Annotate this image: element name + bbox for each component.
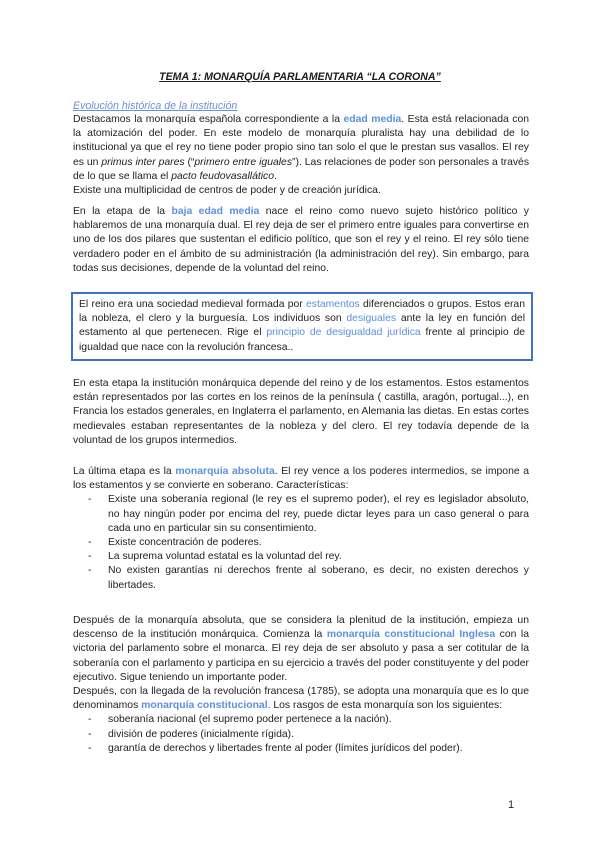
highlight-term: estamentos <box>306 299 360 310</box>
list-item: - La suprema voluntad estatal es la voluntad del rey. <box>88 551 342 563</box>
traits-list <box>73 713 529 756</box>
list-item: - Existe concentración de poderes. <box>88 537 262 549</box>
highlight-box: El reino era una sociedad medieval formada por estamentos diferenciados o grupos. Estos eran la nobleza, el clero y la burguesía. Los individuos son desiguales ante la ley en función del estamento al que pertenecen. Rige el principio de desigualdad jurídica frente al principio de igualdad que nace con la revolución francesa.. <box>71 292 533 361</box>
paragraph-baja-edad-media: En la etapa de la baja edad media nace el reino como nuevo sujeto histórico político y hablaremos de una monarquía dual. El rey deja de ser el primero entre iguales para convertirse en uno de los dos pilares que sustentan el edificio político, que son el rey y el reino. El rey sólo tiene verdadero poder en el ámbito de su administración (la administración del rey). Sin embargo, para todas sus decisiones, depende de la voluntad del reino. <box>73 206 529 274</box>
list-item: - No existen garantías ni derechos frente al soberano, es decir, no existen derechos y libertades. <box>88 565 529 591</box>
paragraph-text: Existe una multiplicidad de centros de poder y de creación jurídica. <box>73 185 381 197</box>
italic-term: primero entre iguales <box>194 156 293 168</box>
highlight-term: desiguales <box>346 313 397 325</box>
section-title: Evolución histórica de la institución <box>73 100 238 112</box>
list-item: - garantía de derechos y libertades frente al poder (límites jurídicos del poder). <box>88 742 463 754</box>
list-item: - división de poderes (inicialmente rígida). <box>88 728 294 740</box>
paragraph-monarquia-constitucional: Después de la monarquía absoluta, que se considera la plenitud de la institución, empieza un descenso de la institución monárquica. Comienza la monarquía constitucional Inglesa con la victoria del parlamento sobre el monarca. El rey deja de ser absoluto y pasa a ser cotitular de la soberanía con el parlamento y participa en su ejercicio a través del poder constituyente y del poder ejecutivo. Sigue teniendo un importante poder. Después, con la llegada de la revolución francesa (1785), se adopta una monarquía que es lo que denominamos monarquía constitucional. Los rasgos de esta monarquía son los siguientes: - soberanía nacional (el supremo poder pertenece a la nación). - división de poderes (inicialmente rígida). - garantía de derechos y libertades frente al poder (límites jurídicos del poder). <box>73 614 529 756</box>
characteristics-list <box>73 493 529 592</box>
page-number: 1 <box>508 799 515 811</box>
list-item: - soberanía nacional (el supremo poder pertenece a la nación). <box>88 714 392 726</box>
paragraph-edad-media <box>73 113 529 198</box>
highlight-term: edad media <box>343 114 402 125</box>
highlight-term: principio de desigualdad jurídica <box>266 327 421 339</box>
highlight-term: monarquía absoluta <box>175 466 275 477</box>
paragraph-monarquia-absoluta: La última etapa es la monarquía absoluta. El rey vence a los poderes intermedios, se impone a los estamentos y se convierte en soberano. Características: - Existe una soberanía regional (le rey es el supremo poder), el rey es legislador absoluto, no hay ningún poder por encima del rey, puede dictar leyes para un caso general o para cada uno en particular sin su consentimiento. - Existe concentración de poderes. - La suprema voluntad estatal es la voluntad del rey. - No existen garantías ni derechos frente al soberano, es decir, no existen derechos y libertades. <box>73 465 529 593</box>
paragraph-text: Destacamos la monarquía española correspondiente a la edad media. Esta está relacionada con la atomización del poder. En este modelo de monarquía pluralista hay una debilidad de lo institucional ya que el rey no tiene poder propio sino tan solo el que le prestan sus vasallos. El rey es un primus inter pares (“primero entre iguales”). Las relaciones de poder son personales a través de lo que se llama el pacto feudovasallático. <box>73 114 530 182</box>
highlight-term: baja edad media <box>171 206 260 217</box>
list-item: - Existe una soberanía regional (le rey es el supremo poder), el rey es legislador absoluto, no hay ningún poder por encima del rey, puede dictar leyes para un caso general o para cada uno en particular sin su consentimiento. <box>88 494 529 534</box>
paragraph-estamentos: En esta etapa la institución monárquica depende del reino y de los estamentos. Estos estamentos están representados por las cortes en los reinos de la península ( castilla, aragón, portugal...), en Francia los estados generales, en Inglaterra el parlamento, en Alemania las dietas. En estas cortes medievales estaban representantes de la nobleza y del clero. El rey todavía depende de la voluntad de los grupos intermedios. <box>73 378 529 446</box>
highlight-term: monarquía constitucional Inglesa <box>326 629 496 641</box>
italic-term: primus inter pares <box>101 156 185 168</box>
highlight-term: monarquía constitucional <box>141 700 268 712</box>
italic-term: pacto feudovasallático <box>171 170 275 182</box>
page-title: TEMA 1: MONARQUÍA PARLAMENTARIA “LA CORONA” <box>159 71 441 83</box>
